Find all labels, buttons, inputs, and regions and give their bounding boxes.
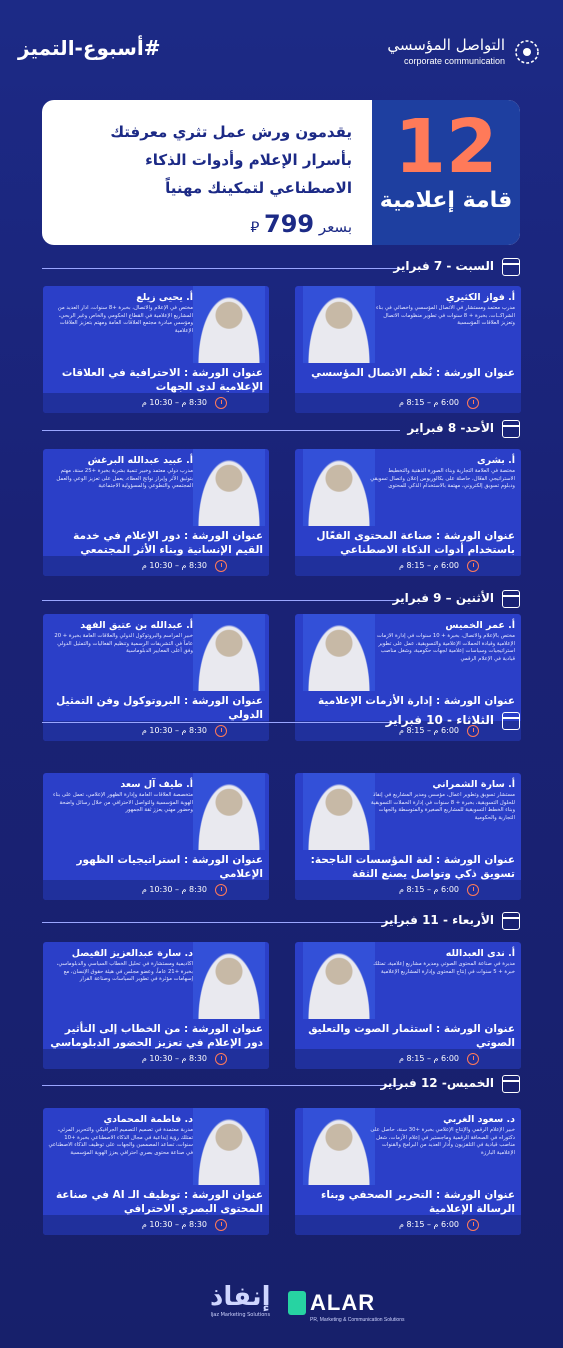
workshop-title: عنوان الورشة : دور الإعلام في خدمة القيم الإنسانية وبناء الأثر المجتمعي xyxy=(73,530,263,556)
workshop-time: 8:30 م – 10:30 م xyxy=(141,1054,207,1063)
day-divider xyxy=(42,600,400,601)
speaker-name: د. سعود الغربي xyxy=(443,1114,515,1125)
day-divider xyxy=(42,922,400,923)
workshop-card[interactable] xyxy=(43,449,269,576)
workshop-time: 6:00 م – 8:15 م xyxy=(398,726,459,735)
workshop-time: 6:00 م – 8:15 م xyxy=(398,1054,459,1063)
hero-line-2: بأسرار الإعلام وأدوات الذكاء xyxy=(145,151,352,169)
speaker-section xyxy=(295,614,521,691)
clock-icon xyxy=(215,1219,227,1231)
speaker-name: أ. سارة الشمراني xyxy=(432,779,515,790)
price-label: بسعر xyxy=(318,218,352,236)
time-bar xyxy=(295,1215,521,1235)
alar-subtitle: PR, Marketing & Communication Solutions xyxy=(310,1317,405,1323)
clock-icon xyxy=(467,884,479,896)
speaker-description: مدرب دولي معتمد وخبير تنمية بشرية بخبرة +25 سنة، مهتم بتوثيق الأثر وإبراز نواتج العطاء، يعمل على تعزيز الوعي والعمل المجتمعي والتطوعي والمسؤولية الاجتماعية xyxy=(56,468,193,489)
speaker-bio xyxy=(47,292,193,335)
workshop-title: عنوان الورشة : استراتيجيات الظهور الإعلامي xyxy=(76,854,263,880)
hero-line-3: الاصطناعي لتمكينك مهنياً xyxy=(165,179,352,197)
speaker-photo xyxy=(193,614,265,691)
workshop-card[interactable] xyxy=(295,773,521,900)
calendar-icon xyxy=(502,1075,520,1093)
workshop-time: 8:30 م – 10:30 م xyxy=(141,885,207,894)
speaker-photo xyxy=(193,286,265,363)
workshop-time: 6:00 م – 8:15 م xyxy=(398,561,459,570)
time-bar xyxy=(295,556,521,576)
hero-banner xyxy=(42,100,520,245)
workshop-title: عنوان الورشة : توظيف الـ AI في صناعة المحتوى البصري الاحترافي xyxy=(55,1189,263,1215)
day-header xyxy=(42,712,520,732)
clock-icon xyxy=(215,884,227,896)
alar-mark-icon xyxy=(288,1291,306,1315)
speaker-description: مختصة في العلامة التجارية وبناء الصورة الذهنية والتخطيط الاستراتيجي الفعّال، حاصلة على بكالوريوس إعلان واتصال تسويقي ودبلوم تسويق إلكتروني، مهتمة بالاستخدام الذكي للمحتوى xyxy=(370,468,515,489)
speaker-section xyxy=(43,773,269,850)
speaker-photo xyxy=(193,449,265,526)
calendar-icon xyxy=(502,590,520,608)
brand-emblem-icon xyxy=(513,38,541,66)
speaker-count: 12 xyxy=(394,104,498,190)
clock-icon xyxy=(467,397,479,409)
speaker-bio xyxy=(369,620,515,663)
day-label: الخميس- 12 فبراير xyxy=(380,1076,494,1090)
calendar-icon xyxy=(502,712,520,730)
day-header xyxy=(42,1075,520,1095)
time-bar xyxy=(295,1049,521,1069)
speaker-photo xyxy=(303,1108,375,1185)
day-divider xyxy=(42,430,400,431)
speaker-name: أ. فواز الكثيري xyxy=(445,292,515,303)
day-label: الأثنين – 9 فبراير xyxy=(392,591,494,605)
speaker-bio xyxy=(369,455,515,491)
workshop-card[interactable] xyxy=(295,286,521,413)
workshop-time: 8:30 م – 10:30 م xyxy=(141,1220,207,1229)
speaker-description: خبير المراسم والبروتوكول الدولي والعلاقات العامة بخبرة + 20 عاماً في التشريفات الرسمية وتنظيم الفعاليات والتمثيل الدولي وفق أعلى المعايير الدبلوماسية xyxy=(54,633,193,654)
speaker-section xyxy=(295,449,521,526)
day-divider xyxy=(42,1085,400,1086)
day-header xyxy=(42,590,520,610)
workshop-card[interactable] xyxy=(43,942,269,1069)
ijaz-subtitle: Ijaz Marketing Solutions xyxy=(210,1312,271,1318)
calendar-icon xyxy=(502,258,520,276)
price-value: 799 xyxy=(264,210,315,238)
workshop-title: عنوان الورشة : البروتوكول وفن التمثيل الدولي xyxy=(56,695,263,721)
clock-icon xyxy=(215,560,227,572)
clock-icon xyxy=(467,1053,479,1065)
hashtag-title: #أسبوع-التميز xyxy=(18,36,161,60)
speaker-bio xyxy=(47,948,193,984)
speaker-bio xyxy=(369,779,515,822)
speaker-description: متخصصة العلاقات العامة وإدارة الظهور الإعلامي، تعمل على بناء الهوية المؤسسية والتواصل الاحترافي من خلال رسائل واضحة وحضور مهني يعزز ثقة الجمهور xyxy=(53,792,193,813)
workshop-time: 6:00 م – 8:15 م xyxy=(398,398,459,407)
riyal-icon: ⃁ xyxy=(250,218,260,236)
speaker-section xyxy=(295,1108,521,1185)
hero-count-panel xyxy=(372,100,520,245)
workshop-title: عنوان الورشة : صناعة المحتوى الفعّال باستخدام أدوات الذكاء الاصطناعي xyxy=(316,530,515,556)
speaker-bio xyxy=(47,455,193,491)
clock-icon xyxy=(215,397,227,409)
speaker-name: أ. طيف آل سعد xyxy=(120,779,193,790)
speaker-name: أ. عبيد عبدالله البرغش xyxy=(87,455,193,466)
day-label: السبت - 7 فبراير xyxy=(393,259,494,273)
speaker-description: مستشار تسويق وتطوير أعمال، مؤسس ومدير المشاريع في إنفاذ للحلول التسويقية، بخبرة + 8 سنوات في إدارة الحملات التسويقية وبناء الخطط التسويقية للمشاريع الصغيرة والمتوسطة والجهات التجارية والحكومية xyxy=(371,792,515,821)
time-bar xyxy=(43,556,269,576)
speaker-bio xyxy=(47,779,193,815)
speaker-name: أ. ندى العبدالله xyxy=(445,948,515,959)
speaker-photo xyxy=(303,942,375,1019)
speaker-description: مديرة في صناعة المحتوى الصوتي ومديرة مشاريع إعلامية، تمتلك خبرة + 5 سنوات في إنتاج المحتوى وإدارة المشاريع الإعلامية xyxy=(373,961,515,975)
workshop-time: 6:00 م – 8:15 م xyxy=(398,885,459,894)
speaker-bio xyxy=(369,1114,515,1157)
speaker-section xyxy=(43,286,269,363)
day-header xyxy=(42,912,520,932)
workshop-card[interactable] xyxy=(295,449,521,576)
brand-subtitle: corporate communication xyxy=(403,56,505,66)
speaker-section xyxy=(43,449,269,526)
speaker-name: أ. بشرى xyxy=(476,455,515,466)
speaker-photo xyxy=(193,773,265,850)
speaker-section xyxy=(295,942,521,1019)
workshop-time: 8:30 م – 10:30 م xyxy=(141,561,207,570)
alar-logo xyxy=(288,1290,405,1323)
speaker-name: أ. عمر الخميس xyxy=(445,620,515,631)
speaker-description: مدرب معتمد ومستشار في الاتصال المؤسسي وأخصائي في بناء الشراكــات، بخبرة + 8 سنوات في تطوير منظومات الاتصال وتعزيز العلاقات المؤسسية xyxy=(375,305,515,326)
workshop-card[interactable] xyxy=(295,1108,521,1235)
speaker-section xyxy=(295,773,521,850)
speaker-description: مختص في الإعلام والاتصال، بخبرة +8 سنوات، أدار العديد من المشاريع الإعلامية في القطاع الحكومي والخاص وغير الربحي، ومؤسس مبادرة مجتمع العلاقات العامة ومهتم بتعزيز العلاقات الإعلامية xyxy=(57,305,193,334)
speaker-name: أ. عبدالله بن عتيق الفهد xyxy=(80,620,193,631)
workshop-title: عنوان الورشة : من الخطاب إلى التأثير دور الإعلام في تعزيز الحضور الدبلوماسي xyxy=(50,1023,263,1049)
workshop-time: 8:30 م – 10:30 م xyxy=(141,726,207,735)
speaker-name: د. فاطمة المحمادي xyxy=(103,1114,193,1125)
time-bar xyxy=(43,393,269,413)
speaker-description: مدربة معتمدة في تصميم التصميم الجرافيكي والتحرير المرئي، تمتلك رؤية إبداعية في مجال الذكاء الاصطناعي بخبرة +10 سنوات، تساعد المصممين والجهات على توظيف الذكاء الاصطناعي في صناعة محتوى بصري احترافي يعزز الهوية المؤسسية xyxy=(48,1127,193,1156)
speaker-bio xyxy=(47,1114,193,1157)
clock-icon xyxy=(467,1219,479,1231)
workshop-title: عنوان الورشة : لغة المؤسسات الناجحة: تسويق ذكي وتواصل يصنع الثقة xyxy=(310,854,515,880)
hero-tagline xyxy=(42,100,372,245)
speaker-name: د. سارة عبدالعزيز الفيصل xyxy=(71,948,193,959)
day-divider xyxy=(42,722,400,723)
workshop-card[interactable] xyxy=(43,286,269,413)
speaker-bio xyxy=(369,948,515,976)
calendar-icon xyxy=(502,912,520,930)
speaker-photo xyxy=(303,773,375,850)
workshop-title: عنوان الورشة : الاحترافية في العلاقات الإعلامية لدى الجهات xyxy=(61,367,263,393)
speaker-count-label: قامة إعلامية xyxy=(379,188,513,213)
speaker-photo xyxy=(303,449,375,526)
workshop-title: عنوان الورشة : نُظم الاتصال المؤسسي xyxy=(311,367,515,379)
workshop-card[interactable] xyxy=(295,942,521,1069)
day-label: الأربعاء - 11 فبراير xyxy=(381,913,494,927)
hero-line-1: يقدمون ورش عمل تثري معرفتك xyxy=(110,123,352,141)
workshop-title: عنوان الورشة : التحرير الصحفي وبناء الرسالة الإعلامية xyxy=(320,1189,515,1215)
workshop-time: 6:00 م – 8:15 م xyxy=(398,1220,459,1229)
clock-icon xyxy=(467,560,479,572)
day-header xyxy=(42,258,520,278)
speaker-description: أكاديمية ومستشارة في تحليل الخطاب السياسي والدبلوماسي، بخبرة +21 عاماً، وعضو مجلس في هيئة حقوق الإنسان، مع إسهامات مؤثرة في تطوير السياسات وصناعة القرار xyxy=(56,961,193,982)
speaker-section xyxy=(295,286,521,363)
workshop-title: عنوان الورشة : إدارة الأزمات الإعلامية xyxy=(318,695,515,707)
speaker-section xyxy=(43,942,269,1019)
workshop-card[interactable] xyxy=(43,1108,269,1235)
day-label: الثلاثاء - 10 فبراير xyxy=(385,713,494,727)
speaker-photo xyxy=(193,1108,265,1185)
time-bar xyxy=(43,1215,269,1235)
speaker-bio xyxy=(369,292,515,328)
day-divider xyxy=(42,268,400,269)
workshop-card[interactable] xyxy=(43,773,269,900)
time-bar xyxy=(295,393,521,413)
day-header xyxy=(42,420,520,440)
speaker-description: مختص بالإعلام والاتصال، بخبرة + 10 سنوات في إدارة الأزمات الإعلامية وقيادة الحملات الإعلامية والتسويقية، عمل على تطوير استراتيجيات وسياسات إعلامية لجهات حكومية، وشغل مناصب قيادية في الإعلام الرقمي xyxy=(376,633,515,662)
speaker-section xyxy=(43,1108,269,1185)
workshop-time: 8:30 م – 10:30 م xyxy=(141,398,207,407)
speaker-photo xyxy=(303,614,375,691)
speaker-bio xyxy=(47,620,193,656)
speaker-photo xyxy=(303,286,375,363)
speaker-name: أ. يحيى زيلع xyxy=(136,292,193,303)
speaker-section xyxy=(43,614,269,691)
time-bar xyxy=(43,880,269,900)
brand-logo xyxy=(387,36,505,66)
ijaz-logo xyxy=(210,1282,271,1318)
calendar-icon xyxy=(502,420,520,438)
speaker-description: خبير الإعلام الرقمي والإنتاج الإعلامي بخبرة +30 سنة، حاصل على دكتوراه في الصحافة الرقمية وماجستير في إعلام الأزمات، شغل مناصب قيادية في التلفزيون وأدار العديد من البرامج والقنوات الإعلامية البارزة xyxy=(370,1127,515,1156)
brand-name: التواصل المؤسسي xyxy=(387,36,505,54)
workshop-title: عنوان الورشة : استثمار الصوت والتعليق الصوتي xyxy=(308,1023,515,1049)
speaker-photo xyxy=(193,942,265,1019)
clock-icon xyxy=(215,1053,227,1065)
alar-name: ALAR xyxy=(310,1290,376,1315)
time-bar xyxy=(295,880,521,900)
hero-price xyxy=(56,210,352,238)
day-label: الأحد- 8 فبراير xyxy=(407,421,494,435)
time-bar xyxy=(43,1049,269,1069)
ijaz-name: إنفاذ xyxy=(210,1282,271,1312)
